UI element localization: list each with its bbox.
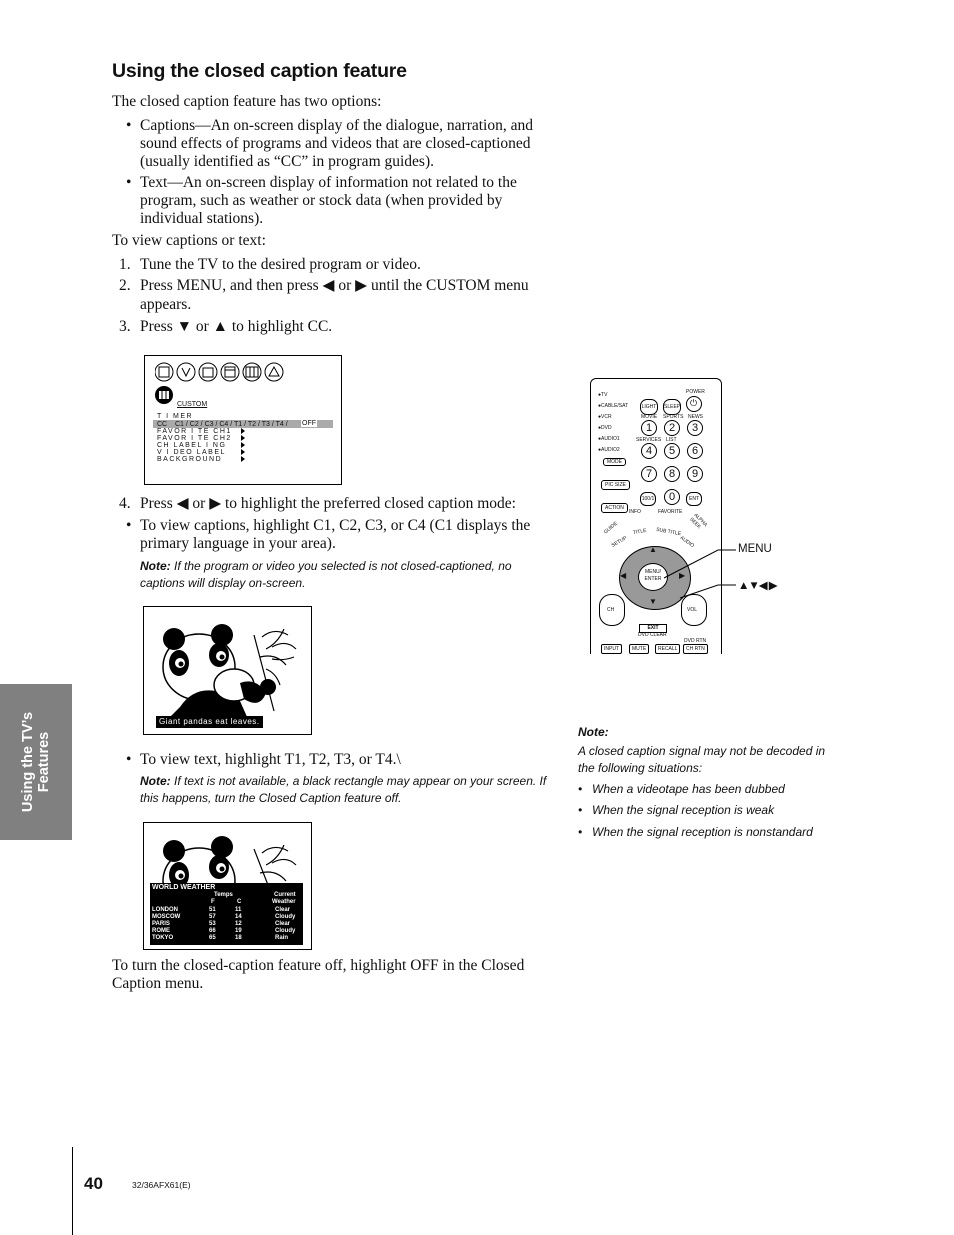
- caption-text: Giant pandas eat leaves.: [156, 716, 263, 728]
- bullet-dot: •: [126, 517, 132, 534]
- section-tab-label: [20, 712, 52, 812]
- pic-size-button[interactable]: PIC SIZE: [601, 480, 630, 490]
- digit-7-button[interactable]: 7: [641, 466, 657, 482]
- menu-callout-label: MENU: [738, 543, 772, 555]
- submenu-arrow-icon: [241, 435, 245, 441]
- services-label: SERVICES: [636, 437, 662, 443]
- section-tab-line-2: Features: [36, 731, 52, 793]
- dpad-up-button[interactable]: ▲: [649, 545, 657, 554]
- weather-f: 57: [209, 914, 216, 920]
- weather-c: 18: [235, 935, 242, 941]
- weather-condition: Cloudy: [275, 914, 296, 920]
- mode-button[interactable]: MODE: [603, 458, 626, 466]
- down-arrow-icon: ▼: [176, 318, 192, 335]
- note-3-intro: A closed caption signal may not be decoded in the following situations:: [578, 744, 826, 775]
- footer-rule: [72, 1147, 73, 1235]
- subtitle-button[interactable]: SUB TITLE: [655, 526, 682, 538]
- menu-enter-button[interactable]: MENU/ ENTER: [638, 563, 668, 591]
- menu-item-fav1[interactable]: FAVOR I TE CH1: [157, 428, 232, 435]
- bullet-dot: •: [578, 803, 583, 817]
- dpad-right-button[interactable]: ▶: [679, 571, 686, 580]
- ch-rtn-button[interactable]: CH RTN: [683, 644, 708, 654]
- step-3-text-end: to highlight CC.: [231, 318, 333, 335]
- digit-4-button[interactable]: 4: [641, 443, 657, 459]
- step-3: [140, 318, 332, 336]
- right-arrow-icon: ▶: [209, 495, 222, 512]
- weather-f: 66: [209, 928, 216, 934]
- note-3-item-1: When a videotape has been dubbed: [592, 782, 785, 796]
- step-number: 2.: [119, 277, 131, 294]
- weather-title: WORLD WEATHER: [152, 884, 216, 891]
- weather-condition: Clear: [275, 907, 291, 913]
- model-number: 32/36AFX61(E): [132, 1180, 191, 1190]
- power-icon: ⏻: [690, 398, 698, 408]
- digit-3-button[interactable]: 3: [687, 420, 703, 436]
- intro-text: The closed caption feature has two options:: [112, 93, 382, 110]
- 100-button[interactable]: 100/1: [640, 492, 656, 506]
- weather-c: 11: [235, 907, 242, 913]
- note-1: [140, 558, 540, 592]
- weather-c: 19: [235, 928, 242, 934]
- section-tab: [0, 684, 72, 840]
- alpha-seek-button[interactable]: ALPHA SEEK: [688, 512, 709, 531]
- up-arrow-icon: ▲: [212, 318, 228, 335]
- menu-item-fav2[interactable]: FAVOR I TE CH2: [157, 435, 232, 442]
- closing-text: To turn the closed-caption feature off, highlight OFF in the Closed Caption menu.: [112, 957, 525, 992]
- caption-bullet: To view captions, highlight C1, C2, C3, or C4 (C1 displays the primary language in your area).: [140, 517, 531, 552]
- note-2: [140, 773, 550, 807]
- submenu-arrow-icon: [241, 428, 245, 434]
- step-3-or: or: [195, 318, 209, 335]
- digit-2-button[interactable]: 2: [664, 420, 680, 436]
- light-button[interactable]: LIGHT: [640, 399, 658, 415]
- weather-c: 14: [235, 914, 242, 920]
- dvd-clear-label: DVD CLEAR: [638, 632, 667, 638]
- title-button[interactable]: TITLE: [632, 527, 648, 537]
- section-tab-line-1: Using the TV’s: [20, 711, 36, 813]
- step-number: 3.: [119, 318, 131, 335]
- callout-lines: [640, 540, 740, 610]
- mode-audio1[interactable]: ●AUDIO1: [598, 436, 620, 442]
- weather-city: TOKYO: [152, 935, 174, 941]
- vol-label: VOL: [687, 607, 698, 613]
- step-4-or: or: [192, 495, 206, 512]
- digit-9-button[interactable]: 9: [687, 466, 703, 482]
- step-2-text: Press MENU, and then press: [140, 277, 319, 294]
- note-1-label: Note:: [140, 559, 171, 573]
- mode-vcr[interactable]: ●VCR: [598, 414, 612, 420]
- remote-control: [590, 378, 722, 654]
- power-label: POWER: [686, 389, 705, 395]
- bullet-dot: •: [126, 751, 132, 768]
- cc-selected-value[interactable]: OFF: [302, 420, 316, 427]
- list-label: LIST: [666, 437, 677, 443]
- step-2-or: or: [338, 277, 352, 294]
- weather-c-header: C: [237, 899, 242, 905]
- bullet-dot: •: [578, 782, 583, 796]
- weather-current-header: Current: [274, 892, 296, 898]
- weather-city: PARIS: [152, 921, 170, 927]
- weather-condition: Cloudy: [275, 928, 296, 934]
- step-2-text-end: until the CUSTOM menu: [370, 277, 529, 294]
- note-3-item-2: When the signal reception is weak: [592, 803, 775, 817]
- note-2-text: If text is not available, a black rectangle may appear on your screen. If this happens, turn the Closed Caption feature off.: [140, 774, 547, 805]
- bullet-dot: •: [126, 117, 132, 134]
- step-2: [140, 277, 560, 295]
- weather-city: LONDON: [152, 907, 178, 913]
- power-button[interactable]: [686, 396, 702, 412]
- ent-button[interactable]: ENT: [686, 492, 702, 506]
- note-1-text: If the program or video you selected is not closed-captioned, no captions will display on-screen.: [140, 559, 512, 590]
- bullet-text: Text—An on-screen display of information not related to the program, such as weather or stock data (when provided by individual stations).: [140, 174, 517, 227]
- step-number: 4.: [119, 495, 131, 512]
- dpad-left-button[interactable]: ◀: [620, 571, 627, 580]
- custom-menu-screen: [144, 355, 342, 485]
- input-button[interactable]: INPUT: [601, 644, 622, 654]
- page-number: 40: [84, 1174, 103, 1193]
- note-2-label: Note:: [140, 774, 171, 788]
- dpad-down-button[interactable]: ▼: [649, 597, 657, 606]
- mode-cable-sat[interactable]: ●CABLE/SAT: [598, 403, 629, 409]
- exit-button[interactable]: EXIT: [639, 624, 667, 633]
- text-mode-screen: [143, 822, 312, 950]
- news-label: NEWS: [688, 414, 703, 420]
- info-button[interactable]: INFO: [629, 509, 641, 515]
- menu-item-background[interactable]: BACKGROUND: [157, 456, 223, 463]
- note-3-label: Note:: [578, 725, 609, 739]
- sleep-button[interactable]: SLEEP: [663, 399, 681, 415]
- menu-item-timer[interactable]: T I MER: [157, 413, 194, 420]
- text-bullet: To view text, highlight T1, T2, T3, or T4.\: [140, 751, 401, 768]
- weather-weather-header: Weather: [272, 899, 296, 905]
- bullet-captions: Captions—An on-screen display of the dialogue, narration, and sound effects of programs and videos that are closed-captioned (usually identified as “CC” in program guides).: [140, 117, 533, 170]
- step-4-text-end: to highlight the preferred closed caption mode:: [225, 495, 516, 512]
- menu-item-ch-labeling[interactable]: CH LABEL I NG: [157, 442, 227, 449]
- menu-item-cc[interactable]: CC: [157, 421, 168, 428]
- weather-f-header: F: [211, 899, 215, 905]
- step-4-text: Press: [140, 495, 173, 512]
- weather-condition: Clear: [275, 921, 291, 927]
- cc-options: C1 / C2 / C3 / C4 / T1 / T2 / T3 / T4 /: [175, 421, 288, 428]
- caption-screen: [143, 606, 312, 735]
- step-4: [140, 495, 516, 513]
- mode-tv[interactable]: ●TV: [598, 392, 608, 398]
- weather-city: ROME: [152, 928, 170, 934]
- ch-label: CH: [607, 607, 615, 613]
- action-button[interactable]: ACTION: [601, 503, 628, 513]
- step-3-text: Press: [140, 318, 173, 335]
- menu-icon-row: [155, 358, 295, 384]
- setup-button[interactable]: SETUP: [610, 535, 629, 549]
- weather-temps-header: Temps: [214, 892, 233, 898]
- digit-0-button[interactable]: 0: [664, 489, 680, 505]
- favorite-button[interactable]: FAVORITE: [658, 509, 683, 515]
- panda-illustration: [144, 607, 311, 734]
- arrows-callout-label: ▲▼◀ ▶: [738, 580, 777, 592]
- mute-button[interactable]: MUTE: [629, 644, 649, 654]
- weather-f: 53: [209, 921, 216, 927]
- weather-c: 12: [235, 921, 242, 927]
- bullet-dot: •: [126, 174, 132, 191]
- submenu-arrow-icon: [241, 442, 245, 448]
- menu-title: CUSTOM: [177, 401, 208, 408]
- custom-menu-icon: [155, 386, 175, 406]
- weather-panel: [150, 883, 303, 945]
- submenu-arrow-icon: [241, 449, 245, 455]
- submenu-arrow-icon: [241, 456, 245, 462]
- dvd-rtn-label: DVD RTN: [684, 638, 707, 644]
- movie-label: MOVIE: [641, 414, 658, 420]
- left-arrow-icon: ◀: [322, 277, 335, 294]
- guide-button[interactable]: GUIDE: [602, 520, 619, 536]
- sports-label: SPORTS: [663, 414, 684, 420]
- digit-5-button[interactable]: 5: [664, 443, 680, 459]
- audio-button[interactable]: AUDIO: [678, 534, 696, 550]
- right-arrow-icon: ▶: [355, 277, 368, 294]
- step-2-cont: appears.: [140, 296, 192, 313]
- note-3-item-3: When the signal reception is nonstandard: [592, 825, 813, 839]
- left-arrow-icon: ◀: [176, 495, 189, 512]
- step-number: 1.: [119, 256, 131, 273]
- page-title: Using the closed caption feature: [112, 60, 407, 82]
- digit-6-button[interactable]: 6: [687, 443, 703, 459]
- weather-condition: Rain: [275, 935, 289, 941]
- weather-city: MOSCOW: [152, 914, 181, 920]
- mode-dvd[interactable]: ●DVD: [598, 425, 612, 431]
- digit-8-button[interactable]: 8: [664, 466, 680, 482]
- bullet-dot: •: [578, 825, 583, 839]
- menu-item-video-label[interactable]: V I DEO LABEL: [157, 449, 226, 456]
- digit-1-button[interactable]: 1: [641, 420, 657, 436]
- weather-f: 51: [209, 907, 216, 913]
- mode-audio2[interactable]: ●AUDIO2: [598, 447, 620, 453]
- recall-button[interactable]: RECALL: [655, 644, 680, 654]
- step-1: Tune the TV to the desired program or video.: [140, 256, 421, 273]
- weather-f: 65: [209, 935, 216, 941]
- view-intro: To view captions or text:: [112, 232, 266, 249]
